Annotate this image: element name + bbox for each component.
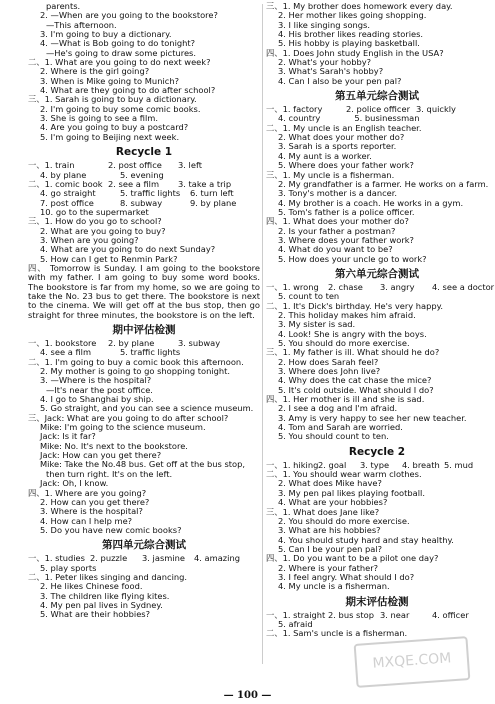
answer-line: 2. This holiday makes him afraid. [278,309,416,320]
section-heading: Recycle 1 [115,146,173,159]
answer-line: 4. My pen pal lives in Sydney. [40,599,163,610]
answer-line: 二、1. I'm going to buy a comic book this afternoon. [28,356,244,367]
answer-line: 4. What are you going to do next Sunday? [40,244,216,255]
answer-line: 3. What's Sarah's hobby? [278,66,384,77]
answer-line: —This afternoon. [46,19,117,30]
answer-line: 4. His brother likes reading stories. [278,29,424,40]
answer-cell: 4. see a film [40,347,92,358]
answer-line: 3. My sister is sad. [278,319,356,330]
answer-line: 5. You should do more exercise. [278,338,410,348]
answer-line: 5. How can I get to Renmin Park? [40,253,178,264]
answer-line: 三、1. My brother does homework every day. [266,1,453,11]
answer-line: 2. My mother is going to go shopping tonight. [40,366,231,377]
answer-cell: 一、1. wrong [266,281,319,292]
answer-line: 4. Tom and Sarah are worried. [278,422,403,433]
answer-line: Jack: How can you get there? [40,450,162,461]
answer-line: 2. Her mother likes going shopping. [278,10,427,21]
answer-line: 2. What does your mother do? [278,132,405,143]
answer-line: 3. Where does John live? [278,366,381,377]
answer-line: 2. You should do more exercise. [278,515,410,526]
answer-cell: 8. subway [120,197,163,208]
answer-line: 3. Where does your father work? [278,234,414,245]
answer-line: 4. Are you going to buy a postcard? [40,122,189,133]
answer-line: 4. What are your hobbies? [278,497,388,508]
answer-line: 5. How does your uncle go to work? [278,253,427,264]
answer-cell: 5. traffic lights [120,347,181,358]
answer-line: 5. What are their hobbies? [40,609,151,620]
answer-line: 4. What are they going to do after school? [40,85,216,96]
answer-line: 2. My grandfather is a farmer. He works on a farm. [278,178,489,189]
answer-line: parents. [46,1,81,11]
answer-line: 二、1. Sam's uncle is a fisherman. [266,628,408,639]
watermark-stamp [354,636,471,688]
answer-cell: 一、1. studies [28,553,85,564]
answer-line: 2. I see a dog and I'm afraid. [278,403,398,414]
answer-line: 10. go to the supermarket [40,206,149,217]
answer-line: 5. afraid [278,618,313,629]
answer-line: Jack: Oh, I know. [40,478,109,489]
answer-line: 4. What do you want to be? [278,244,393,255]
answer-line: —He's going to draw some pictures. [46,47,197,58]
answer-cell: 一、1. straight [266,609,326,620]
section-heading: 期末评估检测 [345,595,409,608]
answer-cell: 4. country [278,113,321,124]
answer-cell: 2. by plane [108,338,155,348]
section-heading: 第四单元综合测试 [102,539,186,552]
answer-line: 3. My pen pal likes playing football. [278,487,425,498]
answer-line: 四、1. Where are you going? [28,487,147,498]
answer-cell: 2. police officer [346,104,410,115]
answer-line: then turn right. It's on the left. [46,468,173,479]
answer-cell: 2. see a film [108,178,160,189]
answer-cell: 5. businessman [354,113,420,124]
answer-line: 5. His hobby is playing basketball. [278,38,420,49]
answer-cell: 4. amazing [194,553,240,564]
answer-line: 三、1. My uncle is a fisherman. [266,169,395,180]
answer-line: 2. How can you get there? [40,496,150,507]
answer-line: —It's near the post office. [46,384,153,395]
section-heading: 第五单元综合测试 [335,90,419,103]
watermark-text: MXQE.COM [372,650,452,672]
answer-line: 四、1. Does John study English in the USA? [266,47,444,58]
answer-line: 2. What are you going to buy? [40,225,166,236]
answer-line: 4. —What is Bob going to do tonight? [40,38,196,49]
section-heading: Recycle 2 [348,445,406,458]
answer-line: 4. Can I also be your pen pal? [278,75,402,86]
answer-paragraph: 四、 Tomorrow is Sunday. I am going to the bookstore with my father. I am going to buy some word books. The bookstore is far from my home, so we are going to take the No. 23 bus to get there. The bookstore is next to the cinema. We will get off at the bus stop, then go straight for three minutes, the bookstore is on the left. [28,262,260,320]
answer-line: 3. I'm going to buy a dictionary. [40,29,172,40]
answer-cell: 4. see a doctor [432,281,495,292]
answer-line: 二、1. You should wear warm clothes. [266,469,422,480]
answer-cell: 5. evening [120,169,164,180]
answer-line: 5. Do you have new comic books? [40,524,182,535]
answer-line: 二、1. My uncle is an English teacher. [266,122,422,133]
answer-cell: 3. subway [178,338,221,348]
answer-cell: 3. jasmine [142,553,186,564]
answer-line: 4. You should study hard and stay healthy. [278,534,454,545]
answer-cell: 3. type [360,459,390,470]
answer-line: 3. Amy is very happy to see her new teacher. [278,412,467,423]
answer-line: 3. I like singing songs. [278,19,371,30]
answer-line: 3. —Where is the hospital? [40,375,152,386]
answer-line: 2. I'm going to buy some comic books. [40,103,201,114]
answer-line: 2. What's your hobby? [278,57,372,68]
answer-cell: 4. officer [432,609,469,620]
answer-cell [421,114,488,123]
answer-line: 5. I'm going to Beijing next week. [40,131,180,142]
answer-line: 三、1. My father is ill. What should he do? [266,347,440,358]
answer-cell: 一、1. bookstore [28,338,97,348]
answer-line: 3. Sarah is a sports reporter. [278,141,397,152]
answer-cell: 2. chase [328,281,363,292]
answer-line: 3. The children like flying kites. [40,590,170,601]
answer-cell: 5. traffic lights [120,188,181,199]
answer-line: 2. How does Sarah feel? [278,356,379,367]
answer-cell: 7. post office [40,197,94,208]
page-number: — 100 — [223,690,272,701]
answer-line: 三、1. Sarah is going to buy a dictionary. [28,94,197,105]
answer-line: 二、1. It's Dick's birthday. He's very happy. [266,300,444,311]
answer-cell: 2. puzzle [90,553,128,564]
column-divider [262,4,263,664]
answer-cell: 二、1. comic book [28,178,103,189]
answer-cell: 一、1. hiking [266,459,319,470]
answer-cell: 5. mud [444,459,474,470]
section-heading: 第六单元综合测试 [335,267,419,280]
answer-cell: 2. bus stop [328,609,374,620]
answer-line: 3. What are his hobbies? [278,525,381,536]
answer-line: 5. Tom's father is a police officer. [278,206,415,217]
answer-cell: 3. take a trip [178,178,232,189]
answer-line: 三、1. How do you go to school? [28,216,162,227]
answer-line: 3. Tony's mother is a dancer. [278,188,398,199]
answer-line: 四、1. Do you want to be a pilot one day? [266,553,439,564]
answer-line: 4. Why does the cat chase the mice? [278,375,432,386]
answer-cell: 3. angry [380,281,415,292]
answer-line: 3. Where is the hospital? [40,506,143,517]
answer-cell: 9. by plane [190,197,237,208]
answer-line: 二、1. What are you going to do next week? [28,57,211,68]
answer-cell: 一、1. factory [266,104,323,115]
answer-line: 5. Can I be your pen pal? [278,543,383,554]
answer-cell: 2. post office [108,160,162,171]
answer-line: 3. I feel angry. What should I do? [278,571,415,582]
answer-line: 3. When is Mike going to Munich? [40,75,179,86]
answer-cell: 3. quickly [416,104,456,115]
answer-line: 5. It's cold outside. What should I do? [278,384,434,395]
answer-line: 5. count to ten [278,291,340,302]
answer-line: 2. What does Mike have? [278,478,382,489]
answer-cell: 6. turn left [190,188,234,199]
answer-line: 四、1. What does your mother do? [266,216,409,227]
answer-line: 5. play sports [40,562,97,573]
answer-line: Mike: Take the No.48 bus. Get off at the bus stop, [40,459,246,470]
answer-line: 3. When are you going? [40,234,139,245]
answer-line: 4. My brother is a coach. He works in a gym. [278,197,464,208]
right-column [266,1,495,639]
answer-line: Mike: No. It's next to the bookstore. [40,440,188,451]
answer-line: Jack: Is it far? [40,431,96,442]
answer-line: 4. How can I help me? [40,515,133,526]
answer-line: 4. My uncle is a fisherman. [278,581,390,592]
answer-line: 2. Where is the girl going? [40,66,150,77]
answer-cell: 3. left [178,160,202,171]
answer-line: 2. He likes Chinese food. [40,581,143,592]
answer-line: 四、1. Her mother is ill and she is sad. [266,394,425,405]
answer-cell: 4. breath [402,459,440,470]
answer-cell: 一、1. train [28,160,75,171]
answer-line: 4. My aunt is a worker. [278,150,372,161]
answer-line: 三、1. What does Jane like? [266,506,380,517]
answer-line: 3. She is going to see a film. [40,113,159,124]
section-heading: 期中评估检测 [112,324,176,336]
answer-line: 2. Where is your father? [278,562,379,573]
answer-line: 5. You should count to ten. [278,431,389,442]
answer-line: 4. Look! She is angry with the boys. [278,328,427,339]
answer-cell: 3. near [380,609,410,620]
answer-cell: 4. go straight [40,188,96,199]
answer-line: 2. Is your father a postman? [278,225,396,236]
answer-line: 三、Jack: What are you going to do after school? [28,412,229,423]
answer-cell: 4. by plane [40,169,87,180]
answer-line: Mike: I'm going to the science museum. [40,422,206,433]
left-column [28,2,260,620]
answer-line: 二、1. Peter likes singing and dancing. [28,571,188,582]
answer-line: 5. Go straight, and you can see a science museum. [40,403,254,414]
answer-line: 4. I go to Shanghai by ship. [40,394,154,405]
answer-line: 5. Where does your father work? [278,160,414,171]
answer-cell: 2. goal [318,459,347,470]
answer-line: 2. —When are you going to the bookstore? [40,10,218,21]
